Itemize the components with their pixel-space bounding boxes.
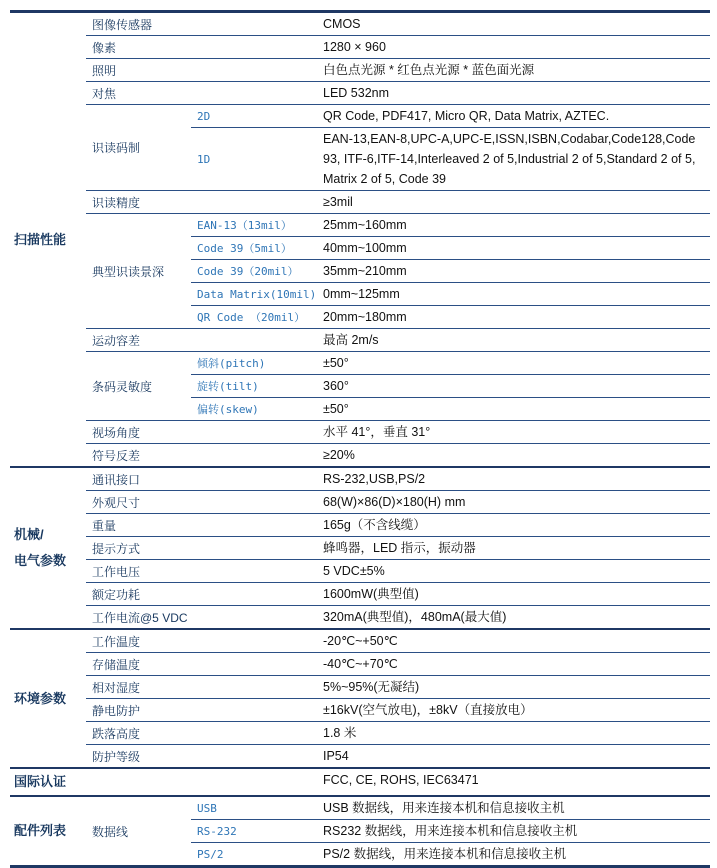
category-label-line: 国际认证 (14, 774, 67, 789)
spec-row (86, 797, 710, 865)
spec-subrow (191, 282, 710, 305)
section-rows (86, 468, 710, 628)
value-text: ±50° (323, 356, 349, 370)
attr-label: 对焦 (92, 86, 117, 101)
value-text: 68(W)×86(D)×180(H) mm (323, 495, 466, 509)
section-rows (86, 13, 710, 466)
category-label-line: 电气参数 (14, 553, 67, 568)
subrows (191, 214, 710, 328)
spec-row (86, 605, 710, 628)
spec-row (86, 721, 710, 744)
value-text: 0mm~125mm (323, 287, 400, 301)
spec-subrow (191, 127, 710, 190)
attr-label: 条码灵敏度 (92, 379, 153, 394)
spec-subrow (191, 374, 710, 397)
attr-label: 符号反差 (92, 448, 141, 463)
spec-section-0 (10, 13, 710, 466)
spec-section-3 (10, 767, 710, 795)
value-text: QR Code, PDF417, Micro QR, Data Matrix, AZTEC. (323, 109, 610, 123)
category-label (10, 630, 86, 767)
value-text: ≥20% (323, 448, 355, 462)
attr-label: 图像传感器 (92, 17, 153, 32)
attr-label: 提示方式 (92, 541, 141, 556)
value-text: RS-232,USB,PS/2 (323, 472, 426, 486)
section-rows (86, 797, 710, 865)
spec-subrow (191, 819, 710, 842)
category-label (10, 13, 86, 466)
spec-row (86, 490, 710, 513)
attr-label: 重量 (92, 518, 117, 533)
subattr-label: 偏转(skew) (197, 403, 259, 416)
spec-row (86, 443, 710, 466)
spec-subrow (191, 105, 710, 127)
spec-row (86, 468, 710, 490)
subattr-label: Code 39（20mil） (197, 265, 299, 278)
spec-row (86, 769, 710, 791)
spec-row (86, 675, 710, 698)
attr-label: 识读码制 (92, 141, 141, 155)
subattr-label: QR Code （20mil） (197, 311, 306, 324)
spec-subrow (191, 352, 710, 374)
subattr-label: Code 39（5mil） (197, 242, 292, 255)
value-text: 最高 2m/s (323, 333, 379, 347)
attr-label: 通讯接口 (92, 472, 141, 487)
attr-label: 外观尺寸 (92, 495, 141, 510)
value-text: 1.8 米 (323, 726, 357, 740)
category-label (10, 769, 86, 795)
spec-row (86, 513, 710, 536)
value-text: ≥3mil (323, 195, 353, 209)
value-text: CMOS (323, 17, 361, 31)
attr-label: 存储温度 (92, 657, 141, 672)
attr-label: 典型识读景深 (92, 264, 165, 279)
attr-label: 识读精度 (92, 195, 141, 210)
subrows (191, 797, 710, 865)
spec-row (86, 81, 710, 104)
category-label-line: 机械/ (14, 527, 44, 542)
attr-label: 运动容差 (92, 333, 141, 348)
subattr-label: 倾斜(pitch) (197, 357, 266, 370)
value-text: 25mm~160mm (323, 218, 407, 232)
subattr-label: 1D (197, 152, 211, 166)
subattr-label: PS/2 (197, 847, 224, 861)
attr-label: 防护等级 (92, 749, 141, 764)
spec-row (86, 630, 710, 652)
spec-row (86, 13, 710, 35)
spec-row (86, 582, 710, 605)
spec-row (86, 58, 710, 81)
attr-label: 视场角度 (92, 425, 141, 440)
spec-row (86, 744, 710, 767)
value-text: PS/2 数据线，用来连接本机和信息接收主机 (323, 847, 567, 861)
spec-subrow (191, 259, 710, 282)
category-label-line: 扫描性能 (14, 231, 67, 247)
value-text: -40℃~+70℃ (323, 657, 398, 671)
value-text: ±50° (323, 402, 349, 416)
attr-label: 静电防护 (92, 703, 141, 718)
spec-subrow (191, 842, 710, 865)
spec-row (86, 536, 710, 559)
section-rows (86, 630, 710, 767)
value-text: -20℃~+50℃ (323, 634, 398, 648)
spec-row (86, 698, 710, 721)
subrows (191, 352, 710, 420)
value-text: 320mA(典型值)，480mA(最大值) (323, 610, 507, 624)
value-text: RS232 数据线，用来连接本机和信息接收主机 (323, 824, 578, 838)
category-label-line: 配件列表 (14, 823, 67, 838)
spec-row (86, 652, 710, 675)
value-text: 165g（不含线缆） (323, 518, 426, 532)
value-text: 白色点光源 * 红色点光源 * 蓝色面光源 (323, 63, 535, 77)
attr-label: 数据线 (92, 824, 129, 839)
value-text: 5 VDC±5% (323, 564, 385, 578)
subattr-label: 2D (197, 109, 211, 123)
spec-row (86, 351, 710, 420)
value-text: ±16kV(空气放电)，±8kV（直接放电） (323, 703, 533, 717)
value-text: 35mm~210mm (323, 264, 407, 278)
value-text: 40mm~100mm (323, 241, 407, 255)
subattr-label: 旋转(tilt) (197, 380, 259, 393)
value-text: 蜂鸣器，LED 指示，振动器 (323, 541, 476, 555)
spec-section-2 (10, 628, 710, 767)
spec-row (86, 190, 710, 213)
value-text: 5%~95%(无凝结) (323, 680, 420, 694)
spec-row (86, 213, 710, 328)
attr-label: 跌落高度 (92, 726, 141, 741)
spec-subrow (191, 214, 710, 236)
value-text: LED 532nm (323, 86, 390, 100)
spec-row (86, 559, 710, 582)
category-label (10, 468, 86, 628)
category-label (10, 797, 86, 865)
spec-section-1 (10, 466, 710, 628)
section-rows (86, 769, 710, 795)
spec-section-4 (10, 795, 710, 865)
value-text: 20mm~180mm (323, 310, 407, 324)
attr-label (86, 769, 321, 791)
spec-table (10, 10, 710, 868)
value-text: FCC, CE, ROHS, IEC63471 (323, 773, 479, 787)
subrows (191, 105, 710, 190)
category-label-line: 环境参数 (14, 690, 67, 706)
subattr-label: EAN-13（13mil） (197, 219, 292, 232)
attr-label: 像素 (92, 40, 117, 55)
spec-subrow (191, 397, 710, 420)
spec-row (86, 328, 710, 351)
value-text: USB 数据线，用来连接本机和信息接收主机 (323, 801, 565, 815)
value-text: EAN-13,EAN-8,UPC-A,UPC-E,ISSN,ISBN,Codabar,Code128,Code93, ITF-6,ITF-14,Interleaved 2 of 5,Industrial 2 of 5,Standard 2 of 5,Matrix 2 of 5, Code 39 (323, 132, 696, 186)
value-text: IP54 (323, 749, 349, 763)
value-text: 360° (323, 379, 349, 393)
spec-row (86, 104, 710, 190)
spec-subrow (191, 236, 710, 259)
spec-row (86, 420, 710, 443)
attr-label: 工作温度 (92, 634, 141, 649)
subattr-label: RS-232 (197, 824, 237, 838)
subattr-label: Data Matrix(10mil) (197, 287, 317, 301)
attr-label: 相对湿度 (92, 680, 141, 695)
spec-subrow (191, 305, 710, 328)
value-text: 1280 × 960 (323, 40, 386, 54)
value-text: 1600mW(典型值) (323, 587, 419, 601)
attr-label: 工作电流@5 VDC (92, 610, 188, 625)
spec-row (86, 35, 710, 58)
value-text: 水平 41°，垂直 31° (323, 425, 431, 439)
attr-label: 照明 (92, 63, 117, 78)
attr-label: 工作电压 (92, 564, 141, 579)
subattr-label: USB (197, 801, 217, 815)
spec-subrow (191, 797, 710, 819)
attr-label: 额定功耗 (92, 587, 141, 602)
